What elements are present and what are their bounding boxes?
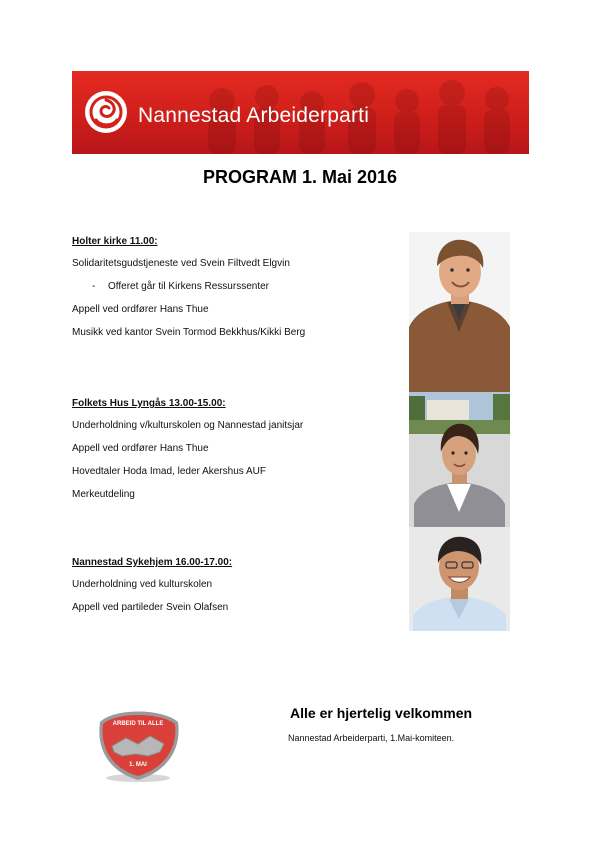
speaker-photo-3: [409, 527, 510, 631]
party-banner: [72, 71, 529, 154]
party-name: Nannestad Arbeiderparti: [138, 104, 370, 127]
pin-text-bottom: 1. MAI: [129, 762, 147, 768]
program-item: Appell ved partileder Svein Olafsen: [72, 602, 229, 613]
program-item: Appell ved ordfører Hans Thue: [72, 443, 209, 454]
dash-bullet: -: [92, 281, 96, 292]
section-heading: Nannestad Sykehjem 16.00-17.00:: [72, 557, 233, 568]
speaker-photo-1: [409, 232, 510, 392]
program-item: Merkeutdeling: [72, 489, 135, 500]
section-heading: Folkets Hus Lyngås 13.00-15.00:: [72, 398, 226, 409]
program-item: Appell ved ordfører Hans Thue: [72, 304, 209, 315]
speaker-photo-2: [409, 392, 510, 527]
portrait-man-brown-jacket: [409, 232, 510, 392]
welcome-message: Alle er hjertelig velkommen: [290, 705, 473, 721]
program-item: Underholdning ved kulturskolen: [72, 579, 213, 590]
portrait-woman-outdoors: [409, 392, 510, 527]
program-item: Hovedtaler Hoda Imad, leder Akershus AUF: [72, 466, 266, 477]
program-section-holter: [72, 236, 305, 350]
rose-logo-icon: [84, 90, 128, 134]
page-title: PROGRAM 1. Mai 2016: [202, 167, 398, 187]
program-item: Musikk ved kantor Svein Tormod Bekkhus/Kikki Berg: [72, 327, 306, 338]
program-item: Solidaritetsgudstjeneste ved Svein Filtvedt Elgvin: [72, 258, 290, 269]
pin-badge-icon: [92, 706, 184, 784]
signature: Nannestad Arbeiderparti, 1.Mai-komiteen.: [288, 733, 455, 743]
program-subitem-text: Offeret går til Kirkens Ressurssenter: [108, 281, 269, 292]
program-subitem: [72, 281, 305, 304]
section-heading: Holter kirke 11.00:: [72, 236, 158, 247]
program-section-folkets-hus: [72, 398, 303, 512]
pin-text-top: ARBEID TIL ALLE: [112, 721, 164, 727]
program-section-sykehjem: [72, 557, 232, 625]
portrait-man-light-shirt: [409, 527, 510, 631]
program-item: Underholdning v/kulturskolen og Nannestad janitsjar: [72, 420, 304, 431]
